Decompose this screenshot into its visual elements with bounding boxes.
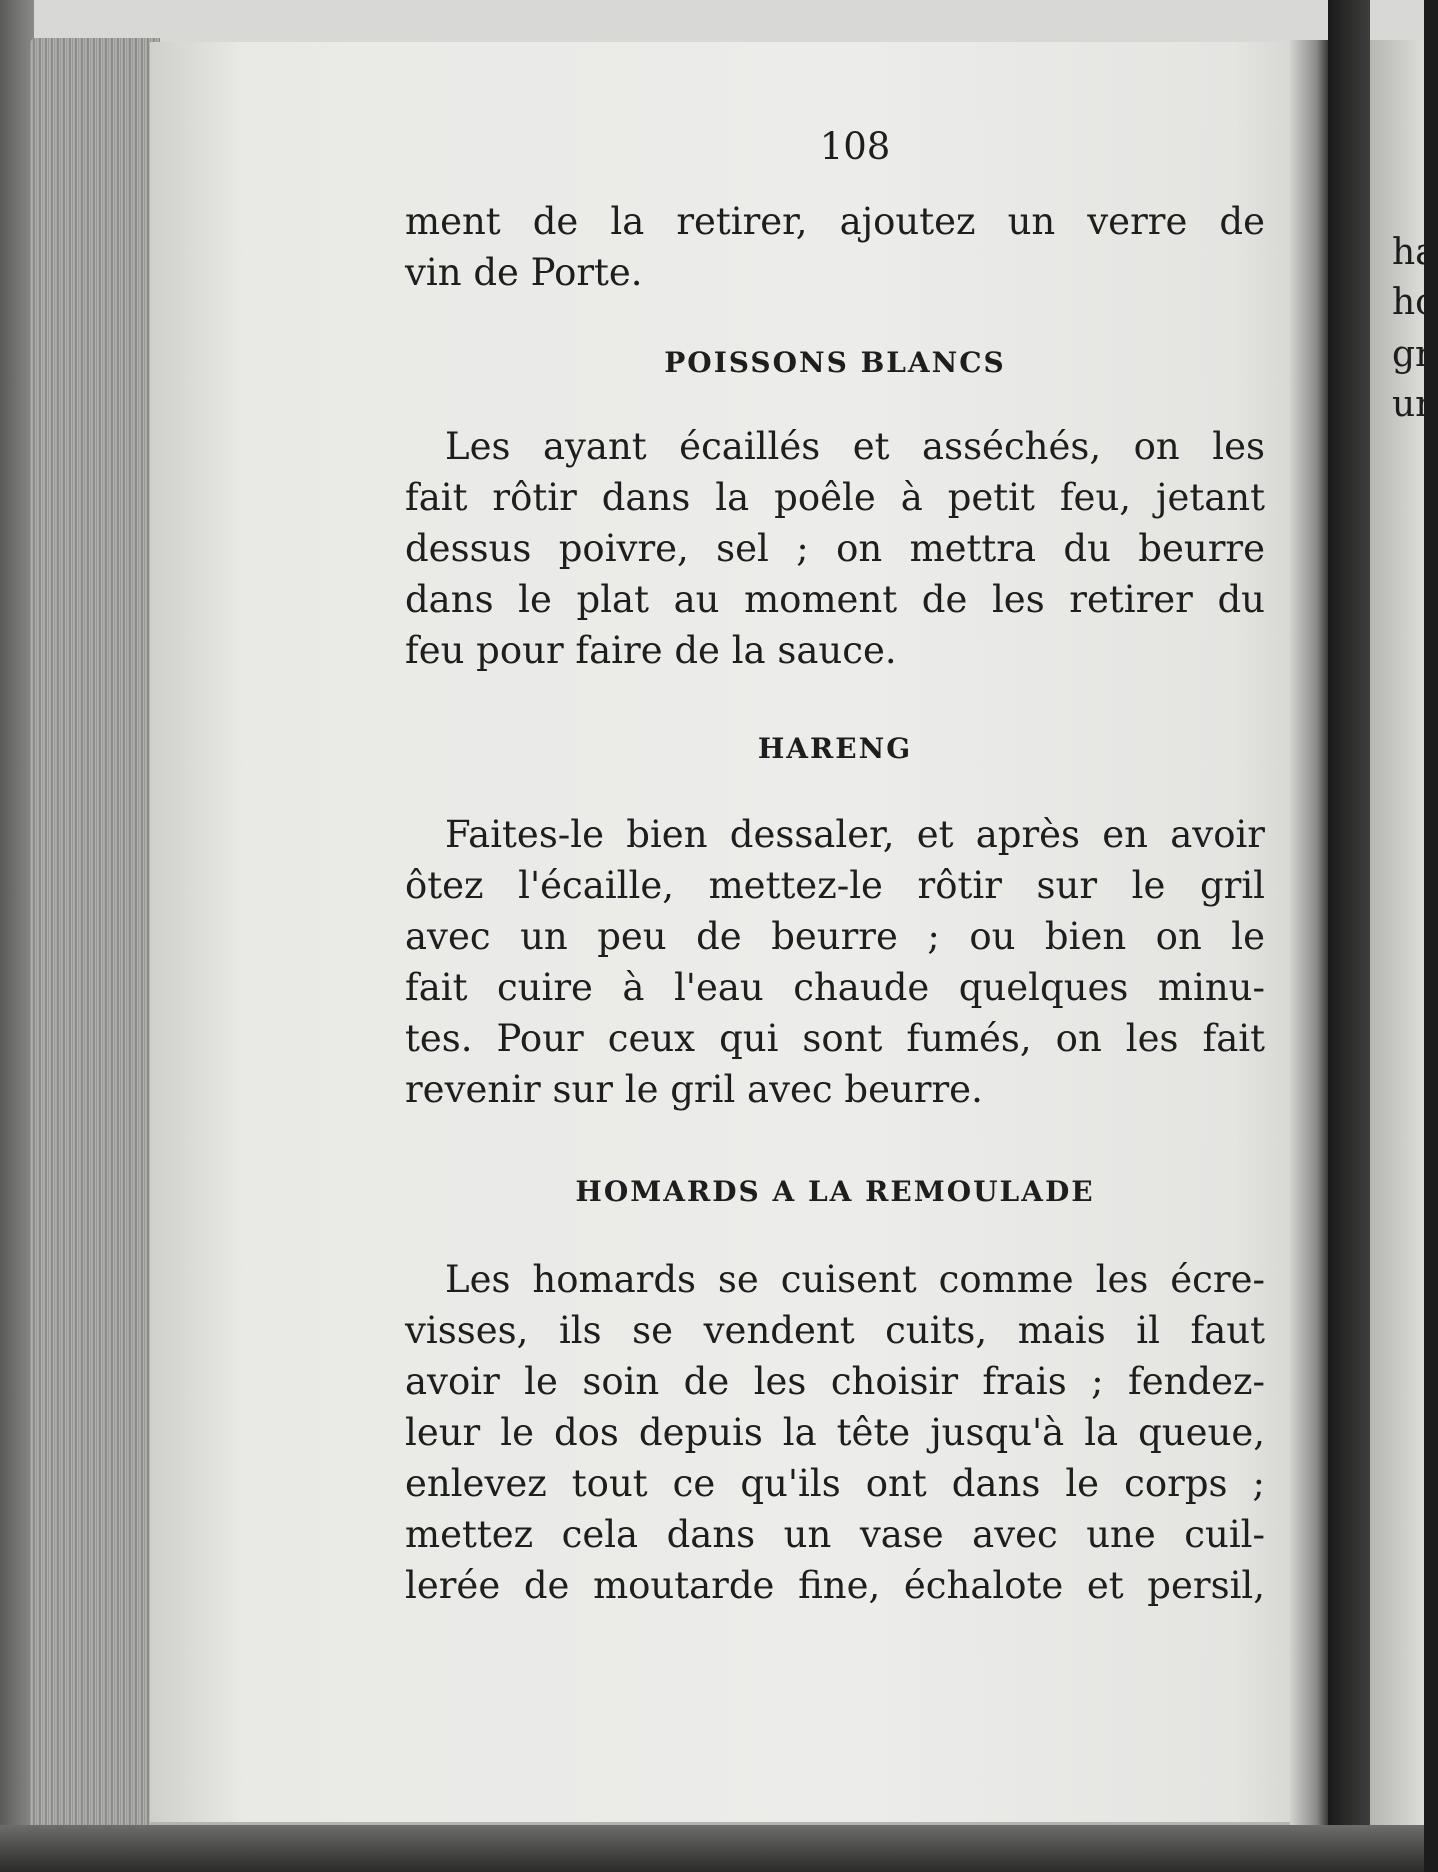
facing-page-fragment: gr	[1392, 334, 1433, 375]
text-line: visses, ils se vendent cuits, mais il faut	[405, 1309, 1265, 1352]
text-line: ment de la retirer, ajoutez un verre de	[405, 200, 1265, 243]
page-content	[405, 125, 1265, 1611]
section-paragraph-poissons-blancs	[405, 421, 1265, 676]
text-line: fait cuire à l'eau chaude quelques minu-	[405, 966, 1265, 1009]
facing-page-fragment: ha	[1392, 232, 1437, 273]
text-line: Les homards se cuisent comme les écre-	[445, 1258, 1265, 1301]
section-paragraph-homards	[405, 1254, 1265, 1611]
facing-page	[1370, 40, 1438, 1840]
text-line: dessus poivre, sel ; on mettra du beurre	[405, 527, 1265, 570]
text-line: Faites-le bien dessaler, et après en avoir	[445, 813, 1265, 856]
text-line: feu pour faire de la sauce.	[405, 629, 897, 672]
page-number: 108	[819, 125, 891, 168]
text-line: ôtez l'écaille, mettez-le rôtir sur le gril	[405, 864, 1265, 907]
section-heading-homards: HOMARDS A LA REMOULADE	[575, 1175, 1095, 1208]
facing-page-fragment: ho	[1392, 282, 1437, 323]
text-line: lerée de moutarde fine, échalote et persil,	[405, 1564, 1265, 1607]
text-line: leur le dos depuis la tête jusqu'à la queue,	[405, 1411, 1265, 1454]
text-line: dans le plat au moment de les retirer du	[405, 578, 1265, 621]
text-line: avec un peu de beurre ; ou bien on le	[405, 915, 1265, 958]
text-line: fait rôtir dans la poêle à petit feu, jetant	[405, 476, 1265, 519]
text-line: tes. Pour ceux qui sont fumés, on les fait	[405, 1017, 1265, 1060]
intro-paragraph	[405, 196, 1265, 298]
book-spine-shadow	[1328, 0, 1370, 1872]
facing-page-fragment: un	[1392, 384, 1438, 425]
book-cover-edge	[0, 0, 34, 1872]
section-heading-poissons-blancs: POISSONS BLANCS	[664, 346, 1006, 379]
bottom-shadow	[0, 1825, 1424, 1872]
text-line: revenir sur le gril avec beurre.	[405, 1068, 983, 1111]
text-line: mettez cela dans un vase avec une cuil-	[405, 1513, 1265, 1556]
text-line: Les ayant écaillés et asséchés, on les	[445, 425, 1265, 468]
section-paragraph-hareng	[405, 809, 1265, 1115]
text-line: vin de Porte.	[405, 251, 643, 294]
text-line: avoir le soin de les choisir frais ; fendez-	[405, 1360, 1265, 1403]
page-gutter	[1290, 40, 1328, 1830]
text-line: enlevez tout ce qu'ils ont dans le corps ;	[405, 1462, 1265, 1505]
page-stack-edges	[30, 38, 160, 1838]
section-heading-hareng: HARENG	[757, 732, 913, 765]
